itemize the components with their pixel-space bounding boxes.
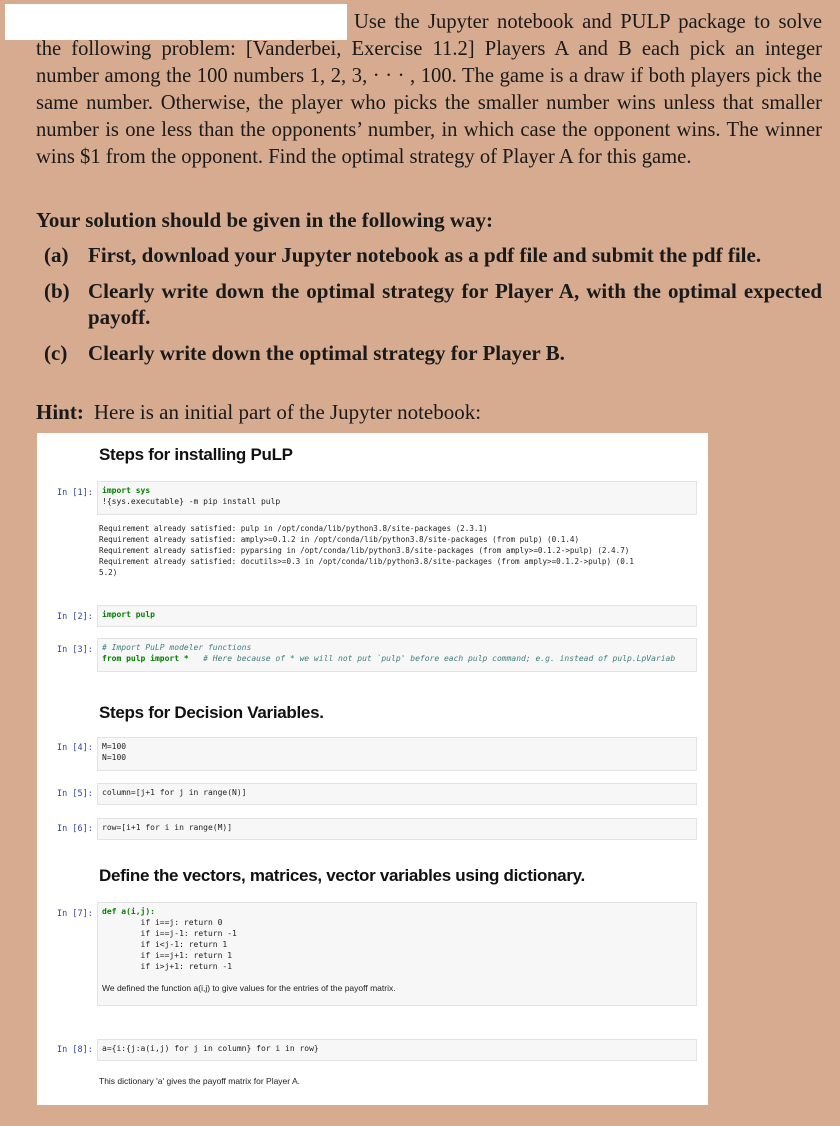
hint-label: Hint: [36, 400, 84, 424]
part-label: (a) [44, 243, 69, 267]
code-comment: # Here because of * we will not put `pulp' before each pulp command; e.g. instead of pulp.LpVariab [203, 654, 676, 663]
prompt-8: In [8]: [57, 1045, 93, 1055]
output-line: Requirement already satisfied: pyparsing in /opt/conda/lib/python3.8/site-packages (from amply>=0.1.2->pulp) (2.4.7) [99, 546, 630, 555]
problem-statement: Use the Jupyter notebook and PULP package to solve the following problem: [Vanderbei, Exercise 11.2] Players A and B each pick an integer number among the 100 numbers 1, 2, 3, · · · , 100. The game is a draw if both players pick the same number. Otherwise, the player who picks the smaller number wins unless that smaller number is one less than the opponents’ number, in which case the opponent wins. The winner wins $1 from the opponent. Find the optimal strategy of Player A for this game. [36, 11, 822, 168]
code-line: a={i:{j:a(i,j) for j in column} for i in row} [102, 1044, 319, 1053]
code-line: import pulp [102, 610, 155, 619]
code-cell-2[interactable] [97, 605, 697, 627]
code-cell-4[interactable] [97, 737, 697, 771]
code-line: N=100 [102, 753, 127, 762]
output-line: Requirement already satisfied: amply>=0.1.2 in /opt/conda/lib/python3.8/site-packages (from pulp) (0.1.4) [99, 535, 580, 544]
output-line: 5.2) [99, 568, 118, 577]
part-b [44, 278, 822, 330]
output-line: Requirement already satisfied: docutils>=0.3 in /opt/conda/lib/python3.8/site-packages (from amply>=0.1.2->pulp) (0.1 [99, 557, 634, 566]
code-cell-1[interactable] [97, 481, 697, 515]
code-line: if i>j+1: return -1 [102, 962, 233, 971]
code-cell-3[interactable] [97, 638, 697, 672]
part-text: Clearly write down the optimal strategy for Player B. [88, 341, 565, 365]
prompt-4: In [4]: [57, 743, 93, 753]
part-c [44, 340, 822, 366]
code-line: if i==j+1: return 1 [102, 951, 233, 960]
part-label: (b) [44, 279, 70, 303]
code-cell-7[interactable] [97, 902, 697, 1006]
code-line: import sys [102, 486, 151, 495]
prompt-1: In [1]: [57, 488, 93, 498]
heading-install: Steps for installing PuLP [99, 445, 293, 464]
part-text: First, download your Jupyter notebook as a pdf file and submit the pdf file. [88, 243, 762, 267]
prompt-3: In [3]: [57, 645, 93, 655]
code-line: from pulp import * [102, 654, 189, 663]
code-line: if i==j-1: return -1 [102, 929, 237, 938]
code-cell-6[interactable] [97, 818, 697, 840]
hint-text: Here is an initial part of the Jupyter notebook: [93, 400, 482, 424]
prompt-6: In [6]: [57, 824, 93, 834]
code-line: def a(i,j): [102, 907, 155, 916]
code-comment: # Import PuLP modeler functions [102, 643, 252, 652]
markdown-note-8: This dictionary 'a' gives the payoff matrix for Player A. [99, 1076, 301, 1086]
code-cell-5[interactable] [97, 783, 697, 805]
code-line: !{sys.executable} -m pip install pulp [102, 497, 281, 506]
part-text: Clearly write down the optimal strategy for Player A, with the optimal expected payoff. [88, 279, 822, 329]
solution-parts-list [44, 242, 822, 376]
code-line: row=[i+1 for i in range(M)] [102, 823, 233, 832]
prompt-5: In [5]: [57, 789, 93, 799]
heading-decision-variables: Steps for Decision Variables. [99, 703, 324, 722]
part-a [44, 242, 822, 268]
prompt-7: In [7]: [57, 909, 93, 919]
code-line: if i==j: return 0 [102, 918, 223, 927]
code-cell-8[interactable] [97, 1039, 697, 1061]
part-label: (c) [44, 341, 68, 365]
code-line: column=[j+1 for j in range(N)] [102, 788, 247, 797]
output-line: Requirement already satisfied: pulp in /opt/conda/lib/python3.8/site-packages (2.3.1) [99, 524, 488, 533]
markdown-note-7: We defined the function a(i,j) to give values for the entries of the payoff matrix. [102, 983, 396, 993]
code-line: M=100 [102, 742, 127, 751]
solution-heading: Your solution should be given in the following way: [36, 208, 494, 232]
code-line: if i<j-1: return 1 [102, 940, 228, 949]
heading-define: Define the vectors, matrices, vector variables using dictionary. [99, 866, 585, 885]
output-1 [99, 523, 699, 578]
prompt-2: In [2]: [57, 612, 93, 622]
hint [36, 399, 481, 426]
notebook-screenshot [37, 433, 708, 1105]
